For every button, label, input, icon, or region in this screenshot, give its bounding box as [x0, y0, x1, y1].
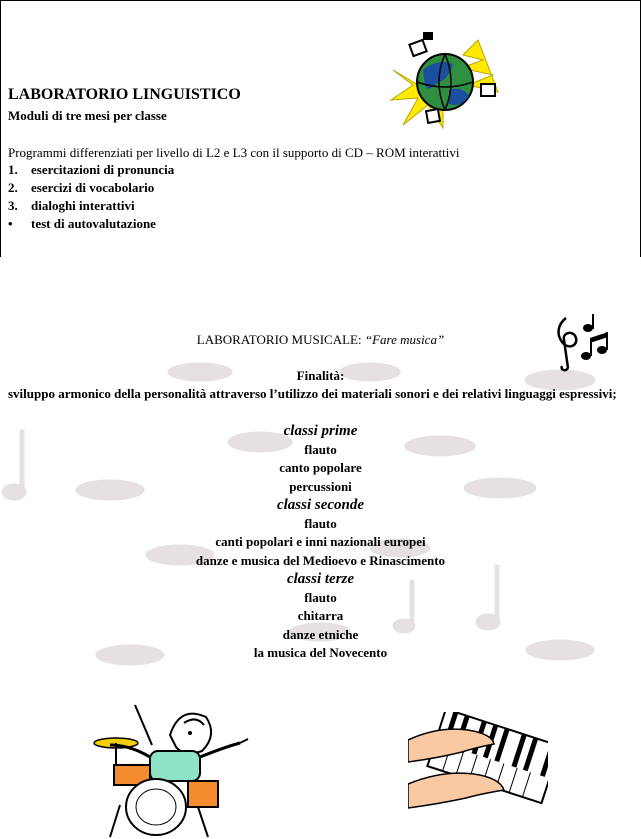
class-heading: classi seconde	[276, 497, 365, 513]
language-lab-subtitle: Moduli di tre mesi per classe	[8, 108, 167, 123]
finalita-text: sviluppo armonico della personalità attraverso l’utilizzo dei materiali sonori e dei relativi linguaggi espressivi;	[8, 386, 617, 401]
class-heading: classi prime	[283, 423, 358, 439]
class-sections	[0, 422, 641, 663]
piano-hands-icon	[408, 712, 548, 839]
language-lab-intro: Programmi differenziati per livello di L2 e L3 con il supporto di CD – ROM interattivi	[8, 145, 460, 160]
list-item: canto popolare	[279, 460, 362, 475]
list-item: 1. esercitazioni di pronuncia	[8, 162, 175, 177]
drummer-icon	[80, 695, 260, 839]
language-lab-list	[8, 162, 174, 232]
music-notes-icon	[548, 310, 614, 372]
list-item: • test di autovalutazione	[8, 216, 156, 231]
music-lab-title: LABORATORIO MUSICALE: “Fare musica”	[196, 332, 445, 347]
list-item: 3. dialoghi interattivi	[8, 198, 135, 213]
class-heading: classi terze	[286, 571, 355, 587]
list-item: canti popolari e inni nazionali europei	[215, 534, 426, 549]
list-item: percussioni	[289, 478, 352, 494]
list-item: flauto	[304, 515, 337, 531]
list-item: flauto	[304, 441, 337, 457]
list-item: flauto	[304, 589, 337, 605]
list-item: danze e musica del Medioevo e Rinascimento	[195, 552, 446, 568]
list-item: chitarra	[297, 608, 344, 623]
globe-icon	[383, 30, 513, 135]
list-item: la musica del Novecento	[253, 645, 388, 660]
language-lab-title: LABORATORIO LINGUISTICO	[8, 86, 241, 103]
list-item: 2. esercizi di vocabolario	[8, 180, 155, 195]
finalita-label: Finalità:	[296, 368, 345, 383]
list-item: danze etniche	[282, 626, 359, 642]
